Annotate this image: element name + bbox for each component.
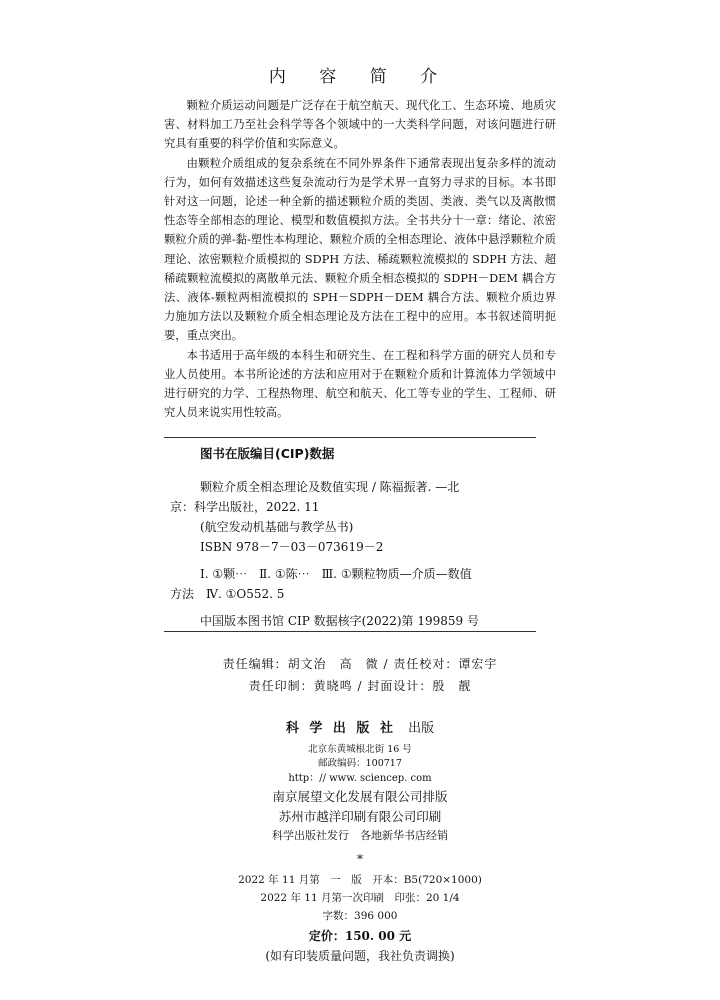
- publisher-name: 科 学 出 版 社: [285, 721, 396, 736]
- summary-paragraph-1: 颗粒介质运动问题是广泛存在于航空航天、现代化工、生态环境、地质灾害、材料加工乃至社会科学等各个领域中的一大类科学问题，对该问题进行研究具有重要的科学价值和实际意义。: [164, 99, 556, 151]
- publisher-url: http：// www. sciencep. com: [288, 773, 432, 784]
- quality-notice: (如有印装质量问题，我社负责调换): [265, 949, 455, 963]
- printer-line: 苏州市越洋印刷有限公司印刷: [278, 809, 442, 824]
- credits-editors: 责任编辑：胡文治 高 微 / 责任校对：谭宏宇: [222, 657, 498, 671]
- cip-line-isbn: ISBN 978－7－03－073619－2: [200, 540, 384, 554]
- summary-text: [164, 96, 556, 422]
- cip-line-publisher: 京：科学出版社，2022. 11: [170, 500, 320, 514]
- cip-line-classification: Ⅰ. ①颗⋯ Ⅱ. ①陈⋯ Ⅲ. ①颗粒物质—介质—数值: [200, 567, 472, 581]
- publisher-suffix: 出版: [408, 721, 435, 736]
- printing-line: 2022 年 11 月第一次印刷 印张：20 1/4: [260, 892, 460, 904]
- typesetter-line: 南京展望文化发展有限公司排版: [272, 789, 448, 804]
- price-line: 定价：150. 00 元: [308, 929, 412, 943]
- summary-title: 内 容 简 介: [268, 67, 452, 87]
- cip-bottom-rule: [164, 631, 536, 632]
- publisher-postcode: 邮政编码：100717: [318, 758, 402, 769]
- credits-production: 责任印制：黄晓鸣 / 封面设计：殷 靓: [248, 679, 472, 693]
- edition-line: 2022 年 11 月第 一 版 开本：B5(720×1000): [238, 874, 482, 886]
- cip-line-title: 颗粒介质全相态理论及数值实现 / 陈福振著. —北: [200, 480, 460, 494]
- cip-heading: 图书在版编目(CIP)数据: [200, 446, 335, 461]
- publisher-address: 北京东黄城根北街 16 号: [308, 744, 412, 755]
- separator-star: *: [357, 852, 363, 866]
- wordcount-line: 字数：396 000: [322, 910, 398, 922]
- publisher-line: [0, 717, 720, 736]
- distributor-line: 科学出版社发行 各地新华书店经销: [272, 829, 448, 842]
- cip-line-classification-cont: 方法 Ⅳ. ①O552. 5: [170, 587, 285, 601]
- cip-line-series: (航空发动机基础与教学丛书): [200, 520, 354, 534]
- summary-paragraph-3: 本书适用于高年级的本科生和研究生、在工程和科学方面的研究人员和专业人员使用。本书所论述的方法和应用对于在颗粒介质和计算流体力学领域中进行研究的力学、工程热物理、航空和航天、化工等专业的学生、工程师、研究人员来说实用性较高。: [164, 348, 556, 420]
- cip-record-number: 中国版本图书馆 CIP 数据核字(2022)第 199859 号: [200, 614, 479, 628]
- cip-top-rule: [164, 437, 536, 438]
- summary-paragraph-2: 由颗粒介质组成的复杂系统在不同外界条件下通常表现出复杂多样的流动行为，如何有效描述这些复杂流动行为是学术界一直努力寻求的目标。本书即针对这一问题，论述一种全新的描述颗粒介质的类固、类液、类气以及离散惯性态等全部相态的理论、模型和数值模拟方法。全书共分十一章：绪论、浓密颗粒介质的弹-黏-塑性本构理论、颗粒介质的全相态理论、液体中悬浮颗粒介质理论、浓密颗粒介质模拟的 SDPH 方法、稀疏颗粒流模拟的 SDPH 方法、超稀疏颗粒流模拟的离散单元法、颗粒介质全相态模拟的 SDPH－DEM 耦合方法、液体-颗粒两相流模拟的 SPH－SDPH－DEM 耦合方法、颗粒介质边界力施加方法以及颗粒介质全相态理论及方法在工程中的应用。本书叙述简明扼要，重点突出。: [164, 156, 556, 343]
